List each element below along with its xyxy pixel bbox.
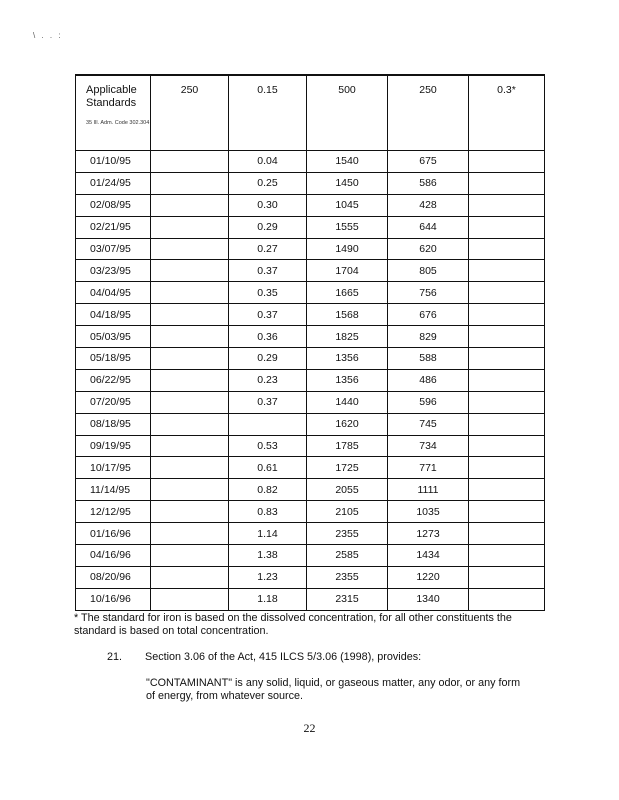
value-cell — [151, 501, 229, 523]
value-cell: 0.37 — [229, 304, 307, 326]
page-number: 22 — [303, 721, 316, 735]
value-cell: 2585 — [307, 545, 388, 567]
date-cell: 02/08/95 — [76, 194, 151, 216]
value-cell: 734 — [388, 435, 469, 457]
value-cell: 0.36 — [229, 326, 307, 348]
table-row — [76, 566, 545, 588]
value-cell: 829 — [388, 326, 469, 348]
table-row — [76, 523, 545, 545]
value-cell: 0.83 — [229, 501, 307, 523]
value-cell — [469, 479, 545, 501]
value-cell: 596 — [388, 391, 469, 413]
value-cell — [469, 369, 545, 391]
paragraph-text: Section 3.06 of the Act, 415 ILCS 5/3.06 (1998), provides: — [145, 651, 422, 663]
date-cell: 12/12/95 — [76, 501, 151, 523]
value-cell: 1356 — [307, 348, 388, 370]
value-cell: 620 — [388, 238, 469, 260]
table-row — [76, 479, 545, 501]
value-cell: 1785 — [307, 435, 388, 457]
value-cell: 676 — [388, 304, 469, 326]
table-row — [76, 172, 545, 194]
value-cell — [469, 326, 545, 348]
date-cell: 05/18/95 — [76, 348, 151, 370]
value-cell: 1568 — [307, 304, 388, 326]
table-row — [76, 304, 545, 326]
value-cell — [469, 523, 545, 545]
date-cell: 08/18/95 — [76, 413, 151, 435]
footnote: * The standard for iron is based on the dissolved concentration, for all other constituents the standard is based on total concentration. — [74, 612, 512, 637]
value-cell: 1434 — [388, 545, 469, 567]
value-cell — [229, 413, 307, 435]
value-cell: 2055 — [307, 479, 388, 501]
table-row — [76, 413, 545, 435]
value-cell: 1111 — [388, 479, 469, 501]
value-cell: 1220 — [388, 566, 469, 588]
value-cell: 486 — [388, 369, 469, 391]
value-cell — [469, 501, 545, 523]
standard-value: 0.3* — [469, 75, 545, 151]
value-cell — [151, 151, 229, 173]
value-cell — [469, 588, 545, 610]
date-cell: 07/20/95 — [76, 391, 151, 413]
value-cell — [151, 326, 229, 348]
value-cell — [151, 479, 229, 501]
value-cell: 1490 — [307, 238, 388, 260]
standards-row — [76, 75, 545, 151]
value-cell: 2105 — [307, 501, 388, 523]
value-cell: 0.04 — [229, 151, 307, 173]
date-cell: 04/16/96 — [76, 545, 151, 567]
value-cell: 1440 — [307, 391, 388, 413]
value-cell: 1356 — [307, 369, 388, 391]
value-cell — [151, 413, 229, 435]
date-cell: 11/14/95 — [76, 479, 151, 501]
value-cell — [469, 435, 545, 457]
value-cell — [151, 391, 229, 413]
value-cell: 0.82 — [229, 479, 307, 501]
value-cell — [469, 260, 545, 282]
date-cell: 04/18/95 — [76, 304, 151, 326]
table-row — [76, 369, 545, 391]
date-cell: 10/16/96 — [76, 588, 151, 610]
value-cell — [151, 194, 229, 216]
standard-value: 250 — [388, 75, 469, 151]
table-row — [76, 435, 545, 457]
value-cell — [469, 348, 545, 370]
value-cell — [469, 413, 545, 435]
table-row — [76, 238, 545, 260]
value-cell — [469, 151, 545, 173]
table-row — [76, 216, 545, 238]
value-cell — [151, 435, 229, 457]
value-cell: 1273 — [388, 523, 469, 545]
value-cell: 0.23 — [229, 369, 307, 391]
value-cell: 771 — [388, 457, 469, 479]
value-cell: 1035 — [388, 501, 469, 523]
value-cell — [151, 457, 229, 479]
value-cell — [469, 216, 545, 238]
table-row — [76, 545, 545, 567]
value-cell: 1.18 — [229, 588, 307, 610]
date-cell: 10/17/95 — [76, 457, 151, 479]
value-cell: 428 — [388, 194, 469, 216]
date-cell: 06/22/95 — [76, 369, 151, 391]
value-cell: 0.37 — [229, 391, 307, 413]
value-cell: 675 — [388, 151, 469, 173]
table-row — [76, 260, 545, 282]
date-cell: 01/16/96 — [76, 523, 151, 545]
date-cell: 01/10/95 — [76, 151, 151, 173]
value-cell: 0.53 — [229, 435, 307, 457]
table-row — [76, 501, 545, 523]
value-cell — [469, 172, 545, 194]
date-cell: 03/23/95 — [76, 260, 151, 282]
table-row — [76, 391, 545, 413]
value-cell — [151, 369, 229, 391]
value-cell — [151, 588, 229, 610]
value-cell: 2355 — [307, 523, 388, 545]
value-cell: 1045 — [307, 194, 388, 216]
value-cell: 1725 — [307, 457, 388, 479]
value-cell: 0.30 — [229, 194, 307, 216]
groundwater-data-table — [75, 74, 545, 611]
value-cell: 1665 — [307, 282, 388, 304]
table-row — [76, 194, 545, 216]
paragraph-21 — [107, 651, 421, 663]
table-body — [76, 75, 545, 610]
value-cell: 1340 — [388, 588, 469, 610]
value-cell — [151, 348, 229, 370]
value-cell: 1450 — [307, 172, 388, 194]
value-cell: 1555 — [307, 216, 388, 238]
date-cell: 01/24/95 — [76, 172, 151, 194]
value-cell: 2315 — [307, 588, 388, 610]
value-cell — [151, 566, 229, 588]
value-cell: 0.29 — [229, 216, 307, 238]
table-row — [76, 151, 545, 173]
value-cell — [151, 304, 229, 326]
value-cell: 588 — [388, 348, 469, 370]
standards-label: Applicable Standards — [86, 84, 137, 109]
date-cell: 05/03/95 — [76, 326, 151, 348]
standard-value: 500 — [307, 75, 388, 151]
value-cell: 644 — [388, 216, 469, 238]
standard-value: 0.15 — [229, 75, 307, 151]
value-cell — [469, 391, 545, 413]
date-cell: 04/04/95 — [76, 282, 151, 304]
date-cell: 03/07/95 — [76, 238, 151, 260]
value-cell: 1704 — [307, 260, 388, 282]
value-cell — [151, 238, 229, 260]
value-cell — [151, 545, 229, 567]
table-row — [76, 282, 545, 304]
value-cell: 1620 — [307, 413, 388, 435]
value-cell: 0.61 — [229, 457, 307, 479]
value-cell — [151, 260, 229, 282]
table-row — [76, 588, 545, 610]
table-row — [76, 457, 545, 479]
value-cell: 1540 — [307, 151, 388, 173]
value-cell: 805 — [388, 260, 469, 282]
value-cell: 586 — [388, 172, 469, 194]
value-cell — [151, 282, 229, 304]
date-cell: 09/19/95 — [76, 435, 151, 457]
standards-reference: 35 Ill. Adm. Code 302.304 — [86, 120, 150, 126]
value-cell — [151, 216, 229, 238]
value-cell — [469, 457, 545, 479]
value-cell — [151, 172, 229, 194]
value-cell — [469, 304, 545, 326]
value-cell: 0.35 — [229, 282, 307, 304]
corner-mark: \ . . : — [33, 31, 63, 40]
value-cell: 0.25 — [229, 172, 307, 194]
date-cell: 08/20/96 — [76, 566, 151, 588]
value-cell: 1.14 — [229, 523, 307, 545]
value-cell: 0.29 — [229, 348, 307, 370]
value-cell: 756 — [388, 282, 469, 304]
value-cell — [469, 238, 545, 260]
value-cell — [469, 545, 545, 567]
value-cell: 745 — [388, 413, 469, 435]
value-cell — [469, 566, 545, 588]
table-row — [76, 326, 545, 348]
value-cell — [469, 194, 545, 216]
value-cell: 0.27 — [229, 238, 307, 260]
standards-label-cell — [76, 75, 151, 151]
value-cell: 1825 — [307, 326, 388, 348]
paragraph-number: 21. — [107, 651, 123, 663]
value-cell — [469, 282, 545, 304]
value-cell: 2355 — [307, 566, 388, 588]
value-cell: 0.37 — [229, 260, 307, 282]
value-cell — [151, 523, 229, 545]
contaminant-definition: "CONTAMINANT" is any solid, liquid, or gaseous matter, any odor, or any form of energy, from whatever source. — [146, 677, 521, 702]
value-cell: 1.23 — [229, 566, 307, 588]
table-row — [76, 348, 545, 370]
standard-value: 250 — [151, 75, 229, 151]
value-cell: 1.38 — [229, 545, 307, 567]
date-cell: 02/21/95 — [76, 216, 151, 238]
